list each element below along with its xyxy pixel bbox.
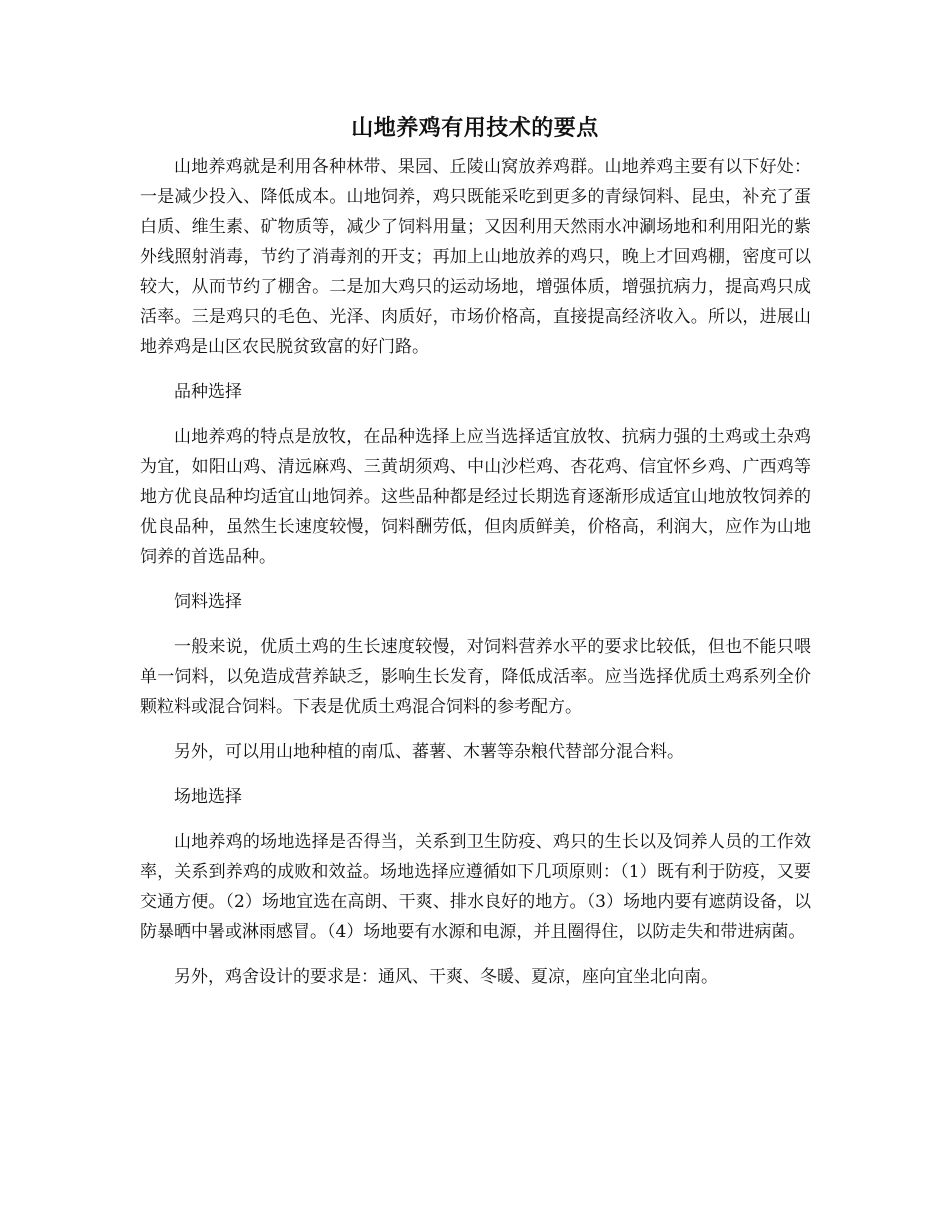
site-note-paragraph: 另外，鸡舍设计的要求是：通风、干爽、冬暖、夏凉，座向宜坐北向南。 [174, 967, 718, 987]
feed-paragraph: 一般来说，优质土鸡的生长速度较慢，对饲料营养水平的要求比较低，但也不能只喂单一饲料，以免造成营养缺乏，影响生长发育，降低成活率。应当选择优质土鸡系列全价颗粒料或混合饲料。下表是优质土鸡混合饲料的参考配方。 [140, 637, 811, 717]
site-paragraph: 山地养鸡的场地选择是否得当，关系到卫生防疫、鸡只的生长以及饲养人员的工作效率，关系到养鸡的成败和效益。场地选择应遵循如下几项原则：（1）既有利于防疫，又要交通方便。（2）场地宜选在高朗、干爽、排水良好的地方。（3）场地内要有遮荫设备，以防暴晒中暑或淋雨感冒。（4）场地要有水源和电源，并且圈得住，以防走失和带进病菌。 [140, 832, 811, 942]
section-heading-feed: 饲料选择 [174, 592, 242, 612]
document-title: 山地养鸡有用技术的要点 [351, 115, 599, 141]
intro-paragraph: 山地养鸡就是利用各种林带、果园、丘陵山窝放养鸡群。山地养鸡主要有以下好处：一是减少投入、降低成本。山地饲养，鸡只既能采吃到更多的青绿饲料、昆虫，补充了蛋白质、维生素、矿物质等，减少了饲料用量；又因利用天然雨水冲涮场地和利用阳光的紫外线照射消毒，节约了消毒剂的开支；再加上山地放养的鸡只，晚上才回鸡棚，密度可以较大，从而节约了棚舍。二是加大鸡只的运动场地，增强体质，增强抗病力，提高鸡只成活率。三是鸡只的毛色、光泽、肉质好，市场价格高，直接提高经济收入。所以，进展山地养鸡是山区农民脱贫致富的好门路。 [140, 157, 811, 357]
section-heading-breed: 品种选择 [174, 382, 242, 402]
document-body [140, 152, 811, 992]
breed-paragraph: 山地养鸡的特点是放牧，在品种选择上应当选择适宜放牧、抗病力强的土鸡或土杂鸡为宜，如阳山鸡、清远麻鸡、三黄胡须鸡、中山沙栏鸡、杏花鸡、信宜怀乡鸡、广西鸡等地方优良品种均适宜山地饲养。这些品种都是经过长期选育逐渐形成适宜山地放牧饲养的优良品种，虽然生长速度较慢，饲料酬劳低，但肉质鲜美，价格高，利润大，应作为山地饲养的首选品种。 [140, 427, 811, 567]
section-heading-site: 场地选择 [174, 787, 242, 807]
feed-note-paragraph: 另外，可以用山地种植的南瓜、蕃薯、木薯等杂粮代替部分混合料。 [174, 742, 684, 762]
